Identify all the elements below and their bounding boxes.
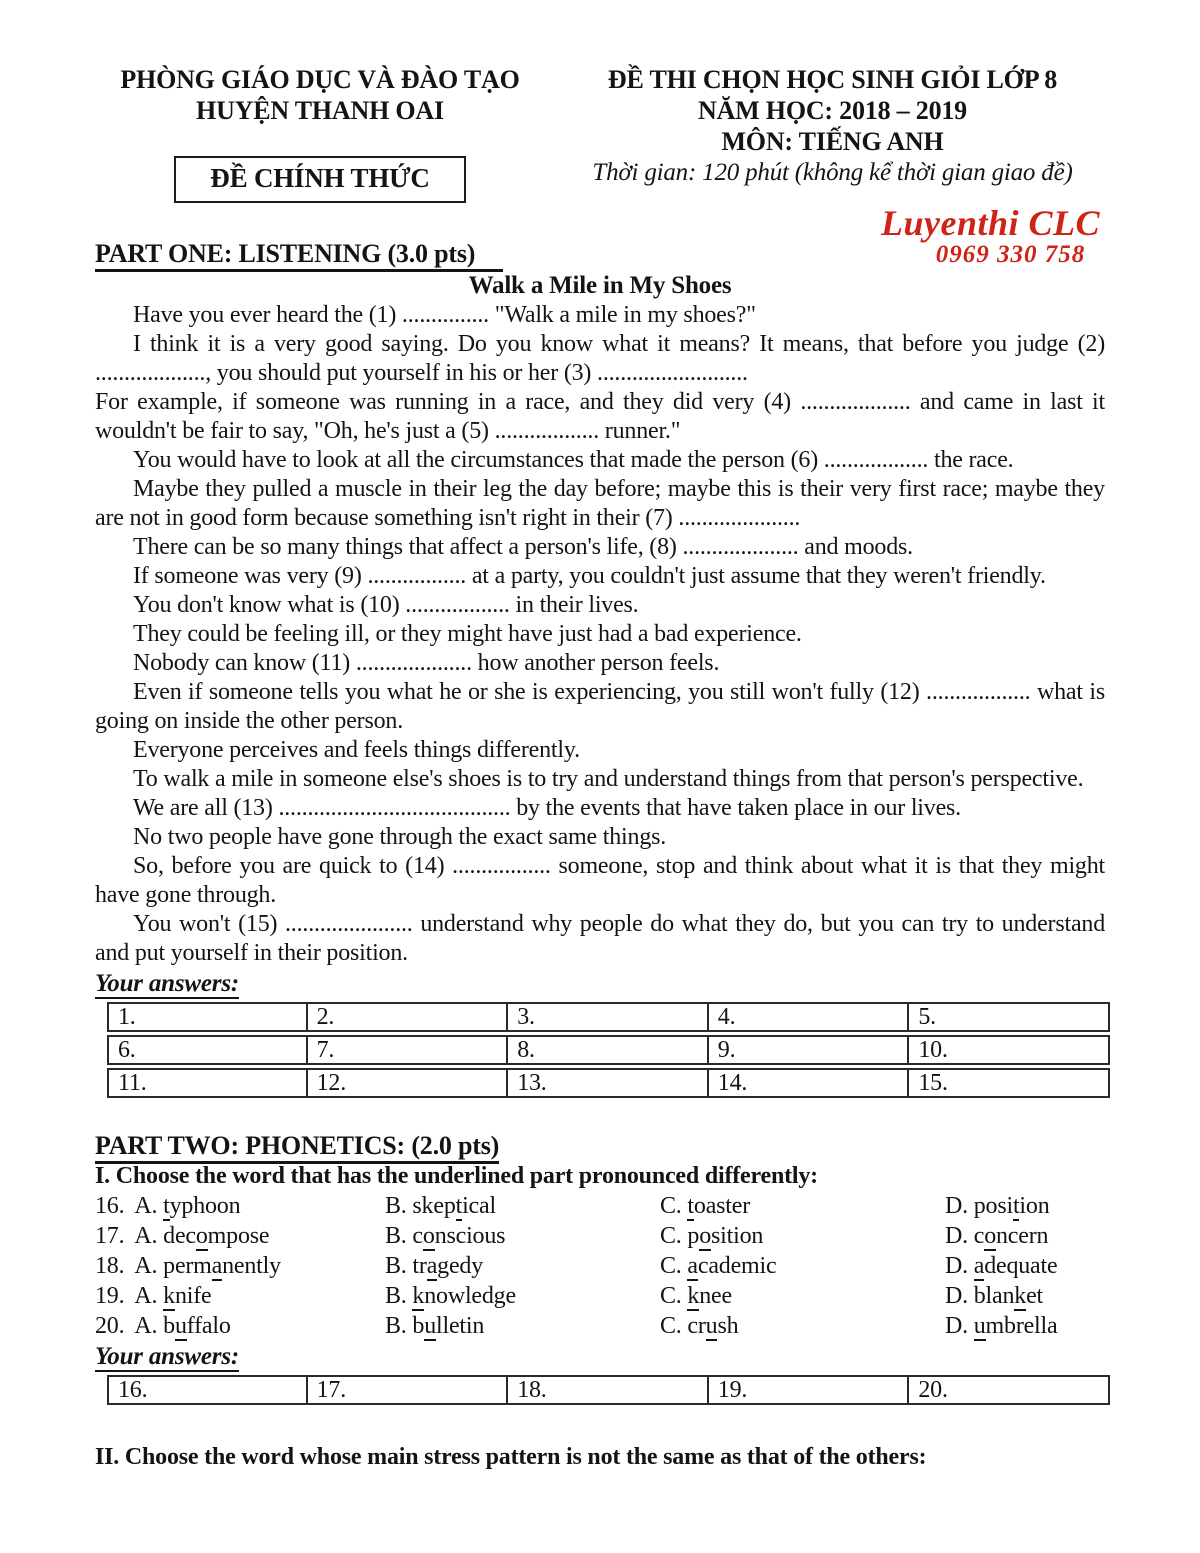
- passage-paragraph: You don't know what is (10) .................. in their lives.: [133, 592, 639, 618]
- part-one-heading: PART ONE: LISTENING (3.0 pts): [95, 239, 1105, 269]
- option-d: D. concern: [945, 1223, 1049, 1249]
- answer-cell: 8.: [508, 1035, 709, 1065]
- answer-cell: 7.: [308, 1035, 509, 1065]
- passage-paragraph: They could be feeling ill, or they might have just had a bad experience.: [133, 621, 802, 647]
- answer-cell: 4.: [709, 1002, 910, 1032]
- option-label: D.: [945, 1223, 974, 1249]
- option-a: 20. A. buffalo: [95, 1313, 231, 1339]
- underlined-part: a: [211, 1253, 223, 1279]
- answer-cell: 11.: [107, 1068, 308, 1098]
- passage-paragraph: To walk a mile in someone else's shoes is to try and understand things from that person's perspective.: [133, 766, 1084, 792]
- option-label: A.: [134, 1283, 164, 1309]
- answer-cell: 5.: [909, 1002, 1110, 1032]
- underlined-part: o: [984, 1223, 996, 1249]
- stress-instruction: II. Choose the word whose main stress pattern is not the same as that of the others:: [95, 1444, 927, 1470]
- official-exam-box: ĐỀ CHÍNH THỨC: [174, 156, 465, 203]
- option-label: B.: [385, 1313, 413, 1339]
- passage-paragraph: If someone was very (9) ................. at a party, you couldn't just assume that they weren't friendly.: [133, 563, 1046, 589]
- question-row: [95, 1251, 1105, 1281]
- option-a: 17. A. decompose: [95, 1223, 270, 1249]
- exam-title-block: [560, 64, 1105, 188]
- answer-cell: 1.: [107, 1002, 308, 1032]
- option-label: C.: [660, 1283, 688, 1309]
- answer-cell: 18.: [508, 1375, 709, 1405]
- passage: [95, 301, 1105, 968]
- underlined-part: k: [163, 1283, 175, 1309]
- answer-row: [107, 1375, 1110, 1405]
- answer-cell: 3.: [508, 1002, 709, 1032]
- question-row: [95, 1221, 1105, 1251]
- answer-row: [107, 1068, 1110, 1098]
- option-a: 18. A. permanently: [95, 1253, 281, 1279]
- passage-paragraph: There can be so many things that affect a person's life, (8) .................... and moods.: [133, 534, 913, 560]
- passage-paragraph: No two people have gone through the exact same things.: [133, 824, 667, 850]
- underlined-part: t: [163, 1193, 170, 1219]
- option-d: D. position: [945, 1193, 1050, 1219]
- answer-cell: 13.: [508, 1068, 709, 1098]
- answer-cell: 19.: [709, 1375, 910, 1405]
- option-b: B. conscious: [385, 1223, 506, 1249]
- school-year: NĂM HỌC: 2018 – 2019: [698, 96, 967, 125]
- option-c: C. toaster: [660, 1193, 750, 1219]
- option-d: D. blanket: [945, 1283, 1043, 1309]
- passage-paragraph: We are all (13) ........................................ by the events that have taken place in our lives.: [133, 795, 961, 821]
- underlined-part: t: [1012, 1193, 1020, 1219]
- option-label: B.: [385, 1193, 413, 1219]
- option-c: C. position: [660, 1223, 764, 1249]
- option-a: 19. A. knife: [95, 1283, 212, 1309]
- time-allowed: Thời gian: 120 phút (không kể thời gian giao đề): [592, 159, 1073, 186]
- issuing-authority: [95, 64, 545, 203]
- option-label: A.: [134, 1193, 164, 1219]
- luyenthi-clc-logo: [881, 204, 1100, 268]
- underlined-part: o: [195, 1223, 208, 1249]
- answer-row: [107, 1002, 1110, 1032]
- passage-paragraph: I think it is a very good saying. Do you know what it means? It means, that before you judge (2) ..................., you should put yourself in his or her (3) ..........................: [95, 331, 1105, 386]
- option-label: C.: [660, 1223, 688, 1249]
- answer-cell: 15.: [909, 1068, 1110, 1098]
- passage-paragraph: For example, if someone was running in a race, and they did very (4) ................... and came in last it wouldn't be fair to say, "Oh, he's just a (5) .................. runner.": [95, 389, 1105, 444]
- underlined-part: o: [699, 1223, 712, 1249]
- answer-cell: 17.: [308, 1375, 509, 1405]
- phonetics-answer-table: [107, 1372, 1110, 1408]
- option-b: B. knowledge: [385, 1283, 516, 1309]
- option-a: 16. A. typhoon: [95, 1193, 241, 1219]
- question-number: 16.: [95, 1193, 125, 1219]
- passage-paragraph: Nobody can know (11) .................... how another person feels.: [133, 650, 720, 676]
- option-label: B.: [385, 1223, 413, 1249]
- answer-cell: 10.: [909, 1035, 1110, 1065]
- question-row: [95, 1191, 1105, 1221]
- option-b: B. bulletin: [385, 1313, 485, 1339]
- underlined-part: u: [973, 1313, 986, 1339]
- underlined-part: t: [455, 1193, 463, 1219]
- underlined-part: t: [687, 1193, 694, 1219]
- option-label: D.: [945, 1283, 974, 1309]
- answer-cell: 6.: [107, 1035, 308, 1065]
- passage-title: Walk a Mile in My Shoes: [468, 272, 732, 299]
- listening-your-answers-label: Your answers:: [95, 970, 239, 997]
- authority-line-1: PHÒNG GIÁO DỤC VÀ ĐÀO TẠO: [120, 65, 520, 94]
- phonetics-your-answers-label: Your answers:: [95, 1343, 239, 1370]
- answer-cell: 20.: [909, 1375, 1110, 1405]
- logo-name: Luyenthi CLC: [880, 203, 1100, 243]
- option-label: A.: [134, 1253, 164, 1279]
- phonetics-questions: [95, 1191, 1105, 1341]
- option-d: D. adequate: [945, 1253, 1058, 1279]
- answer-cell: 14.: [709, 1068, 910, 1098]
- option-c: C. crush: [660, 1313, 739, 1339]
- option-c: C. knee: [660, 1283, 732, 1309]
- passage-paragraph: Maybe they pulled a muscle in their leg the day before; maybe this is their very first race; maybe they are not in good form because something isn't right in their (7) .....................: [95, 476, 1105, 531]
- option-label: A.: [134, 1313, 164, 1339]
- passage-paragraph: So, before you are quick to (14) ................. someone, stop and think about what it is that they might have gone through.: [95, 853, 1105, 908]
- option-label: D.: [945, 1193, 974, 1219]
- option-label: C.: [660, 1253, 688, 1279]
- option-label: D.: [945, 1253, 974, 1279]
- underlined-part: o: [422, 1223, 435, 1249]
- underlined-part: a: [426, 1253, 438, 1279]
- answer-cell: 16.: [107, 1375, 308, 1405]
- passage-paragraph: You won't (15) ...................... understand why people do what they do, but you can try to understand and put yourself in their position.: [95, 911, 1105, 966]
- underlined-part: k: [412, 1283, 425, 1309]
- answer-cell: 9.: [709, 1035, 910, 1065]
- option-b: B. tragedy: [385, 1253, 483, 1279]
- option-c: C. academic: [660, 1253, 777, 1279]
- question-row: [95, 1311, 1105, 1341]
- authority-line-2: HUYỆN THANH OAI: [196, 96, 444, 125]
- question-number: 17.: [95, 1223, 125, 1249]
- underlined-part: a: [687, 1253, 698, 1279]
- option-label: A.: [134, 1223, 164, 1249]
- underlined-part: k: [1014, 1283, 1027, 1309]
- question-number: 20.: [95, 1313, 125, 1339]
- part-two-heading: PART TWO: PHONETICS: (2.0 pts): [95, 1131, 1105, 1161]
- answer-cell: 2.: [308, 1002, 509, 1032]
- phonetics-instruction-1: I. Choose the word that has the underlined part pronounced differently:: [95, 1163, 818, 1189]
- answer-row: [107, 1035, 1110, 1065]
- option-b: B. skeptical: [385, 1193, 496, 1219]
- question-row: [95, 1281, 1105, 1311]
- underlined-part: u: [174, 1313, 187, 1339]
- passage-paragraph: You would have to look at all the circumstances that made the person (6) .................. the race.: [133, 447, 1014, 473]
- question-number: 18.: [95, 1253, 125, 1279]
- underlined-part: a: [973, 1253, 985, 1279]
- option-d: D. umbrella: [945, 1313, 1058, 1339]
- option-label: B.: [385, 1253, 413, 1279]
- question-number: 19.: [95, 1283, 125, 1309]
- option-label: C.: [660, 1193, 688, 1219]
- answer-cell: 12.: [308, 1068, 509, 1098]
- logo-phone: 0969 330 758: [935, 241, 1086, 268]
- option-label: C.: [660, 1313, 688, 1339]
- underlined-part: k: [687, 1283, 700, 1309]
- listening-answer-table: [107, 999, 1110, 1101]
- passage-paragraph: Have you ever heard the (1) ............... "Walk a mile in my shoes?": [133, 302, 756, 328]
- subject: MÔN: TIẾNG ANH: [721, 127, 944, 156]
- option-label: D.: [945, 1313, 974, 1339]
- passage-paragraph: Even if someone tells you what he or she is experiencing, you still won't fully (12) .................. what is going on inside the other person.: [95, 679, 1105, 734]
- exam-title: ĐỀ THI CHỌN HỌC SINH GIỎI LỚP 8: [607, 65, 1058, 94]
- passage-paragraph: Everyone perceives and feels things differently.: [133, 737, 580, 763]
- underlined-part: u: [705, 1313, 718, 1339]
- option-label: B.: [385, 1283, 413, 1309]
- underlined-part: u: [424, 1313, 437, 1339]
- header: [95, 64, 1105, 203]
